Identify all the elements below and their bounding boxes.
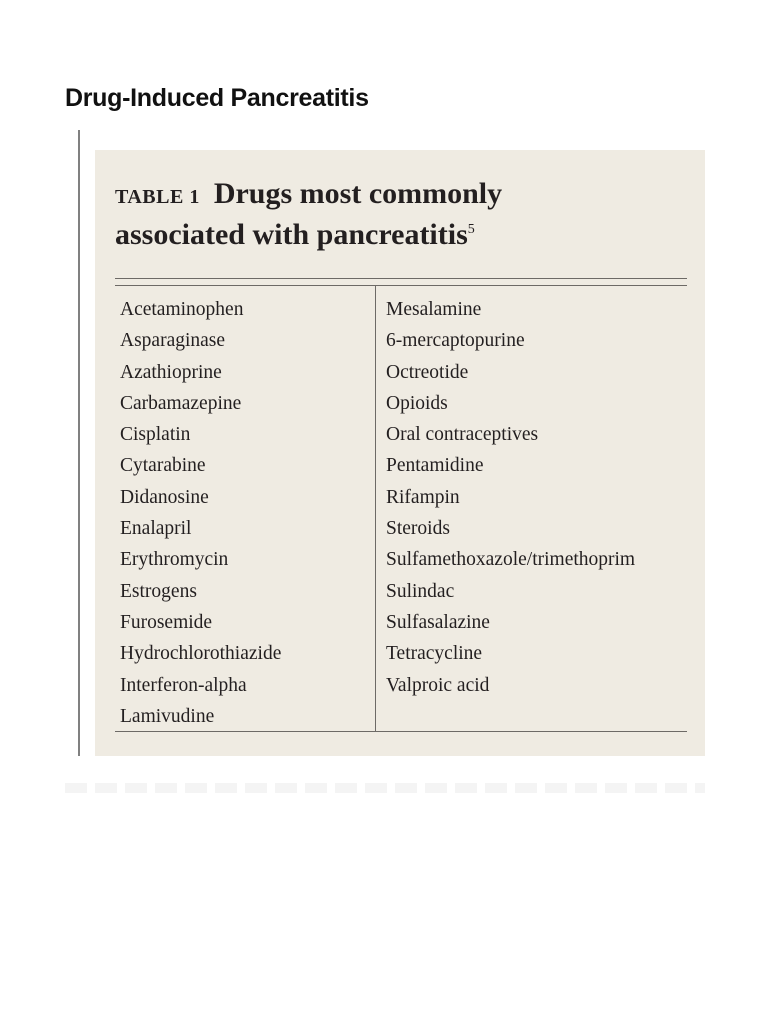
- right-drug-list: [386, 294, 635, 701]
- drug-list-item: Asparaginase: [120, 330, 226, 352]
- drug-list-item: Azathioprine: [120, 361, 222, 383]
- margin-rule: [78, 130, 80, 756]
- drug-list-item: Erythromycin: [120, 549, 229, 571]
- drug-list-item: Valproic acid: [386, 674, 490, 696]
- column-divider: [375, 286, 376, 731]
- table-top-rule: [115, 278, 687, 279]
- left-drug-list: [120, 294, 281, 732]
- table-title-line2: [115, 217, 502, 253]
- drug-list-item: Opioids: [386, 392, 448, 414]
- drug-list-item: Acetaminophen: [120, 299, 244, 320]
- drug-list-item: Rifampin: [386, 486, 460, 508]
- drug-list-item: Sulindac: [386, 580, 455, 602]
- drug-list-item: Carbamazepine: [120, 392, 242, 414]
- drug-table-panel: [95, 150, 705, 756]
- drug-list-item: Pentamidine: [386, 455, 484, 477]
- table-title: [115, 176, 502, 253]
- drug-list-item: Cytarabine: [120, 455, 206, 477]
- drug-list-item: Furosemide: [120, 611, 213, 633]
- table-title-line1: [115, 176, 502, 217]
- table-caption-line1: Drugs most commonly: [213, 177, 503, 210]
- table-header-rule: [115, 285, 687, 286]
- faded-footer-text: [65, 783, 705, 793]
- drug-list-item: Estrogens: [120, 580, 197, 602]
- table-reference: 5: [467, 222, 475, 237]
- page-title: Drug-Induced Pancreatitis: [65, 84, 369, 112]
- drug-list-item: Tetracycline: [386, 643, 483, 665]
- drug-list-item: Interferon-alpha: [120, 674, 247, 696]
- table-bottom-rule: [115, 731, 687, 732]
- drug-list-item: Didanosine: [120, 486, 209, 508]
- drug-list-item: Oral contraceptives: [386, 424, 539, 446]
- drug-list-item: Sulfamethoxazole/trimethoprim: [386, 549, 636, 571]
- drug-list-item: 6-mercaptopurine: [386, 330, 525, 352]
- drug-list-item: Hydrochlorothiazide: [120, 643, 282, 665]
- drug-list-item: Sulfasalazine: [386, 611, 490, 633]
- table-caption-line2: associated with pancreatitis: [115, 218, 468, 251]
- drug-list-item: Enalapril: [120, 518, 192, 540]
- drug-list-item: Lamivudine: [120, 705, 215, 727]
- drug-list-item: Octreotide: [386, 361, 469, 383]
- table-label: TABLE 1: [115, 186, 200, 208]
- drug-list-item: Cisplatin: [120, 424, 191, 446]
- drug-list-item: Steroids: [386, 518, 450, 540]
- drug-list-item: Mesalamine: [386, 299, 482, 320]
